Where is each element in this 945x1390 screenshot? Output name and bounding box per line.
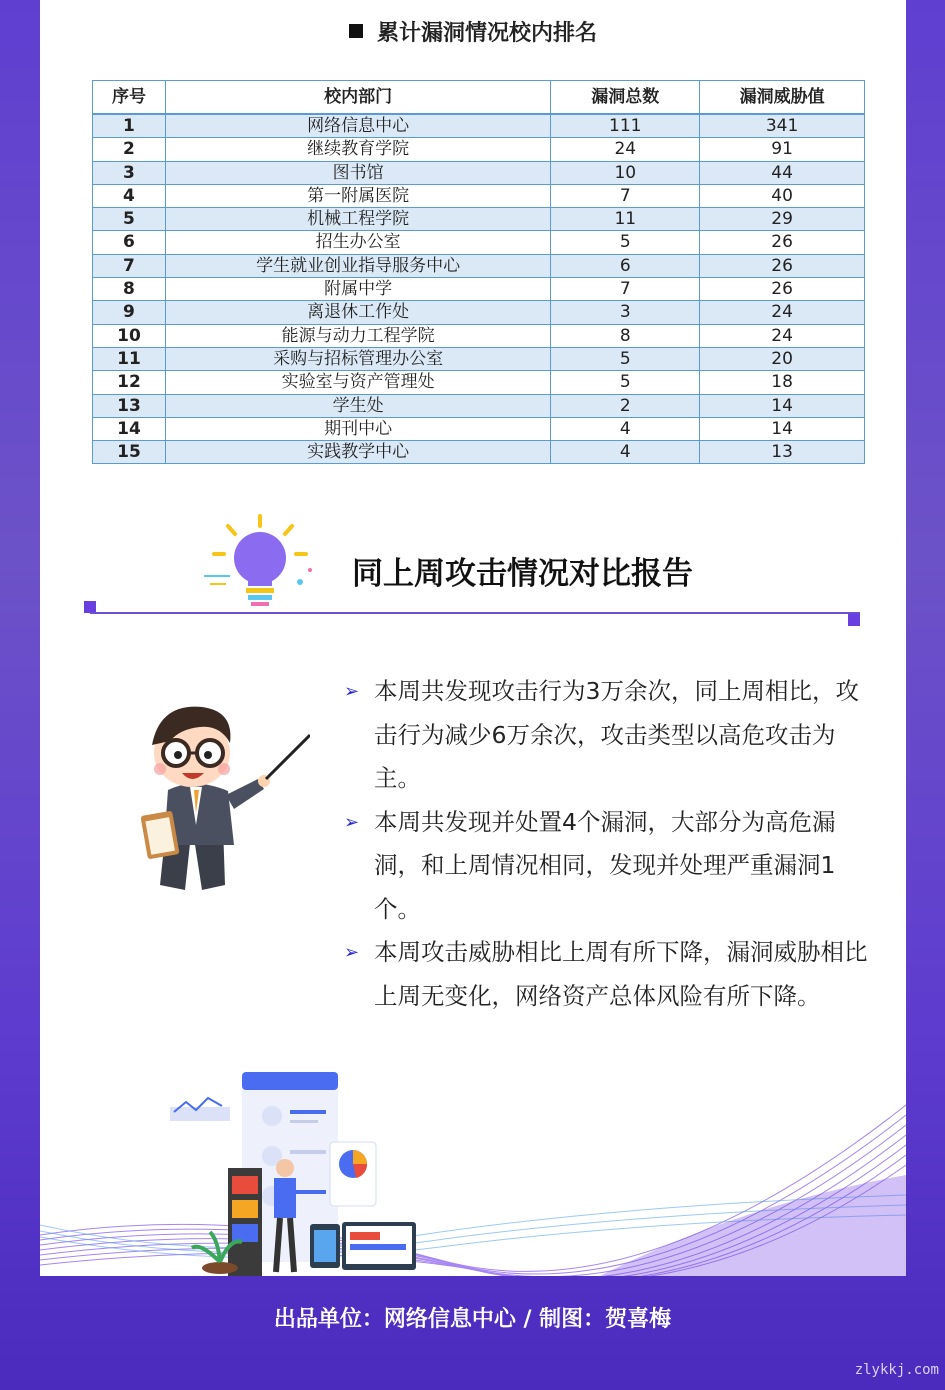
title-underline — [90, 612, 860, 614]
table-row — [93, 417, 865, 440]
bullet-text: 本周共发现并处置4个漏洞，大部分为高危漏洞，和上周情况相同，发现并处理严重漏洞1个。 — [374, 807, 836, 923]
section-title-comparison: 同上周攻击情况对比报告 — [352, 556, 693, 592]
bullet-text: 本周攻击威胁相比上周有所下降，漏洞威胁相比上周无变化，网络资产总体风险有所下降。 — [374, 938, 868, 1010]
cell-index: 10 — [93, 324, 166, 347]
cell-vuln-total: 10 — [551, 161, 700, 184]
cell-threat-value: 341 — [700, 114, 865, 138]
ranking-title-text: 累计漏洞情况校内排名 — [376, 21, 597, 46]
cell-index: 12 — [93, 371, 166, 394]
cell-index: 8 — [93, 278, 166, 301]
cell-vuln-total: 24 — [551, 138, 700, 161]
teacher-illustration — [130, 695, 310, 895]
header-department: 校内部门 — [165, 81, 550, 115]
comparison-bullet-list — [344, 670, 874, 1018]
cell-vuln-total: 7 — [551, 278, 700, 301]
cell-index: 3 — [93, 161, 166, 184]
table-row — [93, 301, 865, 324]
arrow-bullet-icon: ➢ — [344, 942, 360, 963]
header-index: 序号 — [93, 81, 166, 115]
cell-department: 附属中学 — [165, 278, 550, 301]
header-threat-value: 漏洞威胁值 — [700, 81, 865, 115]
cell-vuln-total: 3 — [551, 301, 700, 324]
arrow-bullet-icon: ➢ — [344, 811, 360, 833]
cell-department: 离退休工作处 — [165, 301, 550, 324]
cell-department: 第一附属医院 — [165, 184, 550, 207]
cell-vuln-total: 5 — [551, 347, 700, 370]
cell-threat-value: 26 — [700, 254, 865, 277]
cell-threat-value: 13 — [700, 441, 865, 464]
bullet-item-risk — [344, 931, 874, 1018]
watermark: zlykkj.com — [854, 1362, 939, 1378]
cell-threat-value: 14 — [700, 417, 865, 440]
square-bullet-icon — [349, 24, 363, 38]
cell-department: 实践教学中心 — [165, 441, 550, 464]
cell-index: 7 — [93, 254, 166, 277]
cell-department: 学生就业创业指导服务中心 — [165, 254, 550, 277]
table-row — [93, 278, 865, 301]
header-vuln-total: 漏洞总数 — [551, 81, 700, 115]
table-header-row — [93, 81, 865, 115]
analytics-illustration — [170, 1072, 430, 1276]
cell-index: 13 — [93, 394, 166, 417]
table-row — [93, 114, 865, 138]
cell-vuln-total: 11 — [551, 208, 700, 231]
section-title-ranking — [40, 16, 906, 47]
cell-index: 5 — [93, 208, 166, 231]
table-row — [93, 324, 865, 347]
bullet-text: 本周共发现攻击行为3万余次，同上周相比，攻击行为减少6万余次，攻击类型以高危攻击为主。 — [374, 677, 859, 792]
cell-threat-value: 24 — [700, 324, 865, 347]
table-row — [93, 347, 865, 370]
cell-vuln-total: 6 — [551, 254, 700, 277]
cell-vuln-total: 111 — [551, 114, 700, 138]
cell-index: 11 — [93, 347, 166, 370]
cell-threat-value: 26 — [700, 231, 865, 254]
cell-index: 6 — [93, 231, 166, 254]
table-row — [93, 231, 865, 254]
cell-index: 1 — [93, 114, 166, 138]
cell-department: 能源与动力工程学院 — [165, 324, 550, 347]
table-row — [93, 161, 865, 184]
cell-index: 15 — [93, 441, 166, 464]
cell-department: 图书馆 — [165, 161, 550, 184]
vulnerability-ranking-table — [92, 80, 865, 464]
cell-department: 继续教育学院 — [165, 138, 550, 161]
cell-threat-value: 26 — [700, 278, 865, 301]
cell-threat-value: 18 — [700, 371, 865, 394]
cell-threat-value: 29 — [700, 208, 865, 231]
table-body — [93, 114, 865, 464]
cell-department: 采购与招标管理办公室 — [165, 347, 550, 370]
footer-credits: 出品单位：网络信息中心 / 制图：贺喜梅 — [273, 1307, 672, 1332]
bullet-item-vulnerabilities — [344, 801, 874, 932]
table-row — [93, 441, 865, 464]
table-row — [93, 371, 865, 394]
cell-vuln-total: 4 — [551, 441, 700, 464]
lightbulb-icon — [200, 512, 320, 612]
cell-vuln-total: 2 — [551, 394, 700, 417]
cell-index: 2 — [93, 138, 166, 161]
cell-threat-value: 20 — [700, 347, 865, 370]
cell-department: 招生办公室 — [165, 231, 550, 254]
cell-threat-value: 91 — [700, 138, 865, 161]
bullet-item-attacks — [344, 670, 874, 801]
cell-department: 网络信息中心 — [165, 114, 550, 138]
cell-vuln-total: 5 — [551, 231, 700, 254]
cell-index: 14 — [93, 417, 166, 440]
table-row — [93, 208, 865, 231]
cell-threat-value: 40 — [700, 184, 865, 207]
cell-department: 期刊中心 — [165, 417, 550, 440]
decor-square-right — [848, 614, 860, 626]
cell-vuln-total: 8 — [551, 324, 700, 347]
cell-threat-value: 44 — [700, 161, 865, 184]
table-row — [93, 138, 865, 161]
cell-index: 9 — [93, 301, 166, 324]
arrow-bullet-icon: ➢ — [344, 681, 360, 702]
cell-threat-value: 24 — [700, 301, 865, 324]
cell-department: 学生处 — [165, 394, 550, 417]
table-row — [93, 394, 865, 417]
cell-vuln-total: 7 — [551, 184, 700, 207]
cell-index: 4 — [93, 184, 166, 207]
cell-vuln-total: 4 — [551, 417, 700, 440]
cell-department: 机械工程学院 — [165, 208, 550, 231]
cell-vuln-total: 5 — [551, 371, 700, 394]
cell-department: 实验室与资产管理处 — [165, 371, 550, 394]
table-row — [93, 254, 865, 277]
cell-threat-value: 14 — [700, 394, 865, 417]
table-row — [93, 184, 865, 207]
report-sheet — [40, 0, 906, 1276]
